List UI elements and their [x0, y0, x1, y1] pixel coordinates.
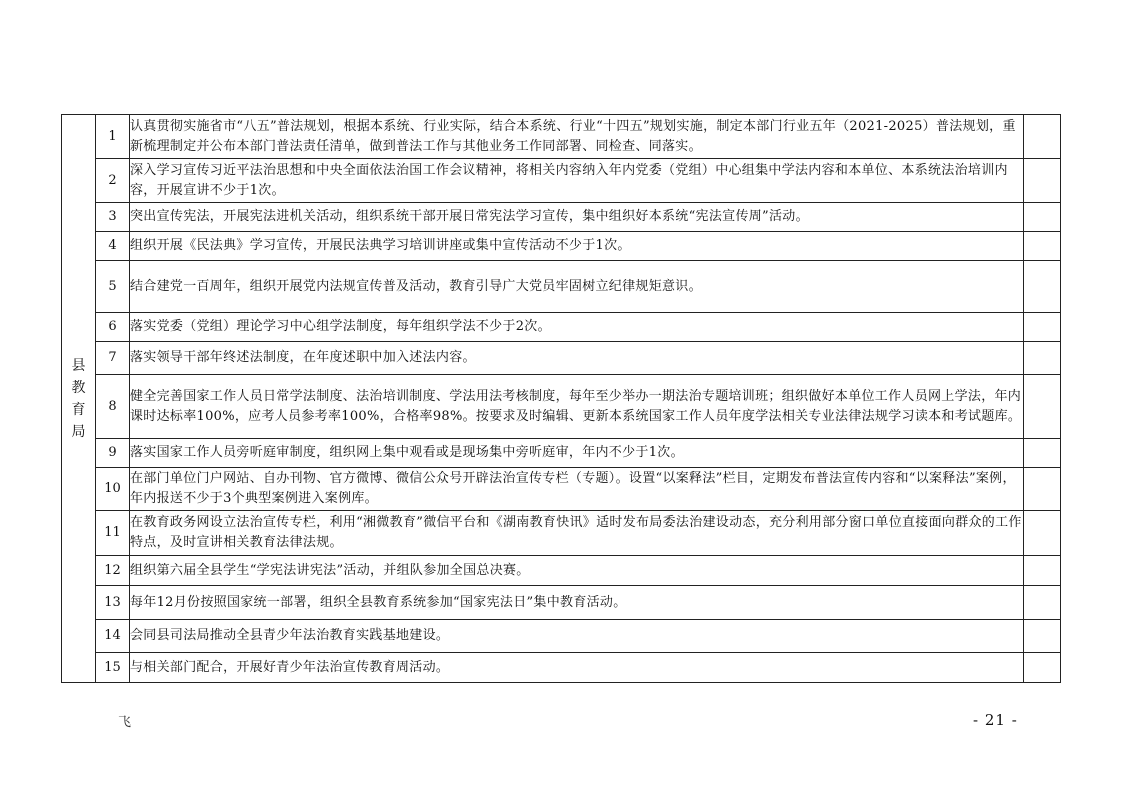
- table-row: [62, 261, 1061, 313]
- table-row: [62, 511, 1061, 556]
- row-number: 14: [96, 620, 130, 653]
- empty-cell: [1024, 586, 1061, 620]
- table-row: [62, 468, 1061, 511]
- row-number: 4: [96, 232, 130, 261]
- empty-cell: [1024, 620, 1061, 653]
- page-number: - 21 -: [973, 711, 1018, 729]
- table-row: [62, 159, 1061, 203]
- table-row: [62, 313, 1061, 342]
- row-number: 7: [96, 342, 130, 375]
- empty-cell: [1024, 556, 1061, 586]
- table-row: [62, 653, 1061, 683]
- empty-cell: [1024, 375, 1061, 439]
- empty-cell: [1024, 511, 1061, 556]
- row-number: 15: [96, 653, 130, 683]
- table-row: [62, 342, 1061, 375]
- row-number: 13: [96, 586, 130, 620]
- row-number: 8: [96, 375, 130, 439]
- row-number: 3: [96, 203, 130, 232]
- empty-cell: [1024, 159, 1061, 203]
- row-content: 认真贯彻实施省市“八五”普法规划，根据本系统、行业实际，结合本系统、行业“十四五”规划实施，制定本部门行业五年（2021-2025）普法规划，重新梳理制定并公布本部门普法责任清单，做到普法工作与其他业务工作同部署、同检查、同落实。: [130, 115, 1024, 159]
- table-row: [62, 203, 1061, 232]
- empty-cell: [1024, 203, 1061, 232]
- row-content: 会同县司法局推动全县青少年法治教育实践基地建设。: [130, 620, 1024, 653]
- row-content: 突出宣传宪法，开展宪法进机关活动，组织系统干部开展日常宪法学习宣传，集中组织好本系统“宪法宣传周”活动。: [130, 203, 1024, 232]
- empty-cell: [1024, 115, 1061, 159]
- organization-name: 县教育局: [71, 357, 86, 440]
- law-education-task-table: [61, 114, 1061, 683]
- row-number: 6: [96, 313, 130, 342]
- row-content: 落实国家工作人员旁听庭审制度，组织网上集中观看或是现场集中旁听庭审，年内不少于1次。: [130, 439, 1024, 468]
- row-content: 与相关部门配合，开展好青少年法治宣传教育周活动。: [130, 653, 1024, 683]
- table-row: [62, 439, 1061, 468]
- empty-cell: [1024, 313, 1061, 342]
- empty-cell: [1024, 232, 1061, 261]
- row-content: 健全完善国家工作人员日常学法制度、法治培训制度、学法用法考核制度，每年至少举办一期法治专题培训班；组织做好本单位工作人员网上学法，年内课时达标率100%，应考人员参考率100%，合格率98%。按要求及时编辑、更新本系统国家工作人员年度学法相关专业法律法规学习读本和考试题库。: [130, 375, 1024, 439]
- table-row: [62, 556, 1061, 586]
- empty-cell: [1024, 439, 1061, 468]
- row-content: 每年12月份按照国家统一部署，组织全县教育系统参加“国家宪法日”集中教育活动。: [130, 586, 1024, 620]
- row-number: 11: [96, 511, 130, 556]
- row-content: 深入学习宣传习近平法治思想和中央全面依法治国工作会议精神，将相关内容纳入年内党委（党组）中心组集中学法内容和本单位、本系统法治培训内容，开展宣讲不少于1次。: [130, 159, 1024, 203]
- empty-cell: [1024, 261, 1061, 313]
- row-content: 组织第六届全县学生“学宪法讲宪法”活动，并组队参加全国总决赛。: [130, 556, 1024, 586]
- row-number: 9: [96, 439, 130, 468]
- table-row: [62, 620, 1061, 653]
- row-content: 组织开展《民法典》学习宣传，开展民法典学习培训讲座或集中宣传活动不少于1次。: [130, 232, 1024, 261]
- row-number: 12: [96, 556, 130, 586]
- row-number: 5: [96, 261, 130, 313]
- row-content: 落实领导干部年终述法制度，在年度述职中加入述法内容。: [130, 342, 1024, 375]
- table-row: [62, 115, 1061, 159]
- empty-cell: [1024, 342, 1061, 375]
- footer-mark: 飞: [118, 715, 132, 730]
- organization-cell: [62, 115, 96, 683]
- row-number: 10: [96, 468, 130, 511]
- table-row: [62, 586, 1061, 620]
- empty-cell: [1024, 653, 1061, 683]
- empty-cell: [1024, 468, 1061, 511]
- row-content: 结合建党一百周年，组织开展党内法规宣传普及活动，教育引导广大党员牢固树立纪律规矩意识。: [130, 261, 1024, 313]
- row-number: 1: [96, 115, 130, 159]
- row-number: 2: [96, 159, 130, 203]
- row-content: 在部门单位门户网站、自办刊物、官方微博、微信公众号开辟法治宣传专栏（专题）。设置“以案释法”栏目，定期发布普法宣传内容和“以案释法”案例，年内报送不少于3个典型案例进入案例库。: [130, 468, 1024, 511]
- row-content: 在教育政务网设立法治宣传专栏，利用“湘微教育”微信平台和《湖南教育快讯》适时发布局委法治建设动态，充分利用部分窗口单位直接面向群众的工作特点，及时宣讲相关教育法律法规。: [130, 511, 1024, 556]
- table-row: [62, 232, 1061, 261]
- row-content: 落实党委（党组）理论学习中心组学法制度，每年组织学法不少于2次。: [130, 313, 1024, 342]
- table-row: [62, 375, 1061, 439]
